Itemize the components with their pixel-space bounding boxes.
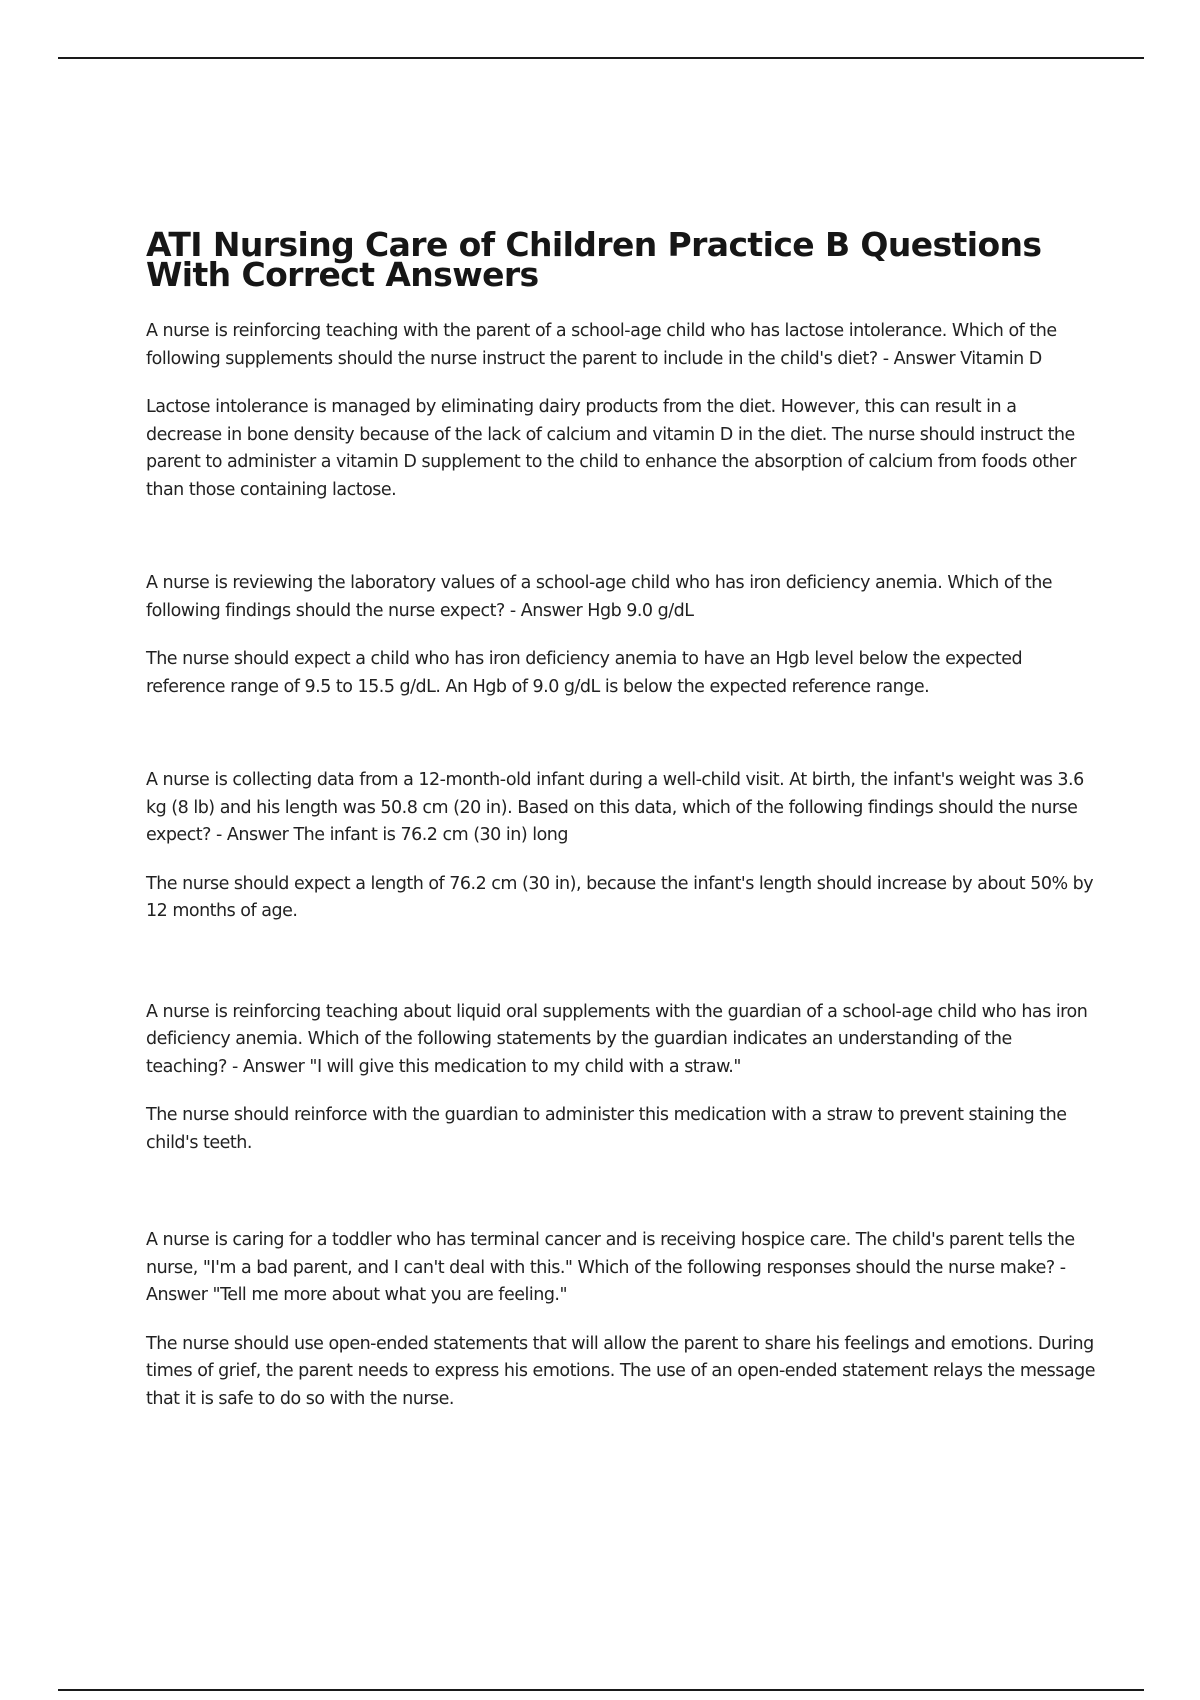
explanation-text: The nurse should expect a child who has iron deficiency anemia to have an Hgb level below the expected reference range of 9.5 to 15.5 g/dL. An Hgb of 9.0 g/dL is below the expected reference range. [146,649,1023,697]
answer-text: Vitamin D [960,348,1042,369]
qa-item [146,999,1096,1158]
answer-separator: - [877,348,894,369]
answer-separator: - [1054,1257,1066,1278]
answer-separator: - [210,825,227,845]
question-text: A nurse is reviewing the laboratory values of a school-age child who has iron deficiency anemia. Which of the following findings should the nurse expect? [146,573,1053,621]
document-title: ATI Nursing Care of Children Practice B Questions With Correct Answers [146,225,1042,294]
question-text: A nurse is reinforcing teaching about liquid oral supplements with the guardian of a school-age child who has iron deficiency anemia. Which of the following statements by the guardian indicates an understanding of the teaching? [146,1001,1088,1077]
answer-prefix: Answer [893,348,961,369]
header-rule [58,57,1144,59]
answer-prefix: Answer [146,1285,213,1305]
explanation-text: The nurse should use open-ended statements that will allow the parent to share his feelings and emotions. During times of grief, the parent needs to express his emotions. The use of an open-ended statement relays the message that it is safe to do so with the nurse. [146,1333,1095,1409]
answer-text: The infant is 76.2 cm (30 in) long [293,825,568,845]
answer-prefix: Answer [226,825,294,845]
question-paragraph [146,767,1096,850]
qa-item [146,767,1096,926]
footer-rule [58,1689,1144,1691]
question-paragraph [146,570,1096,625]
answer-text: Hgb 9.0 g/dL [587,600,694,621]
answer-text: "I will give this medication to my child with a straw." [309,1056,741,1077]
qa-item [146,318,1096,504]
question-paragraph [146,1227,1096,1310]
answer-prefix: Answer [520,600,588,621]
answer-separator: - [226,1056,243,1077]
question-text: A nurse is collecting data from a 12-month-old infant during a well-child visit. At birth, the infant's weight was 3.6 kg (8 lb) and his length was 50.8 cm (20 in). Based on this data, which of the following findings should the nurse expect? [146,770,1084,845]
answer-prefix: Answer [242,1056,310,1077]
explanation-text: The nurse should reinforce with the guardian to administer this medication with a straw to prevent staining the child's teeth. [146,1105,1067,1153]
explanation-text: Lactose intolerance is managed by eliminating dairy products from the diet. However, this can result in a decrease in bone density because of the lack of calcium and vitamin D in the diet. The nurse should instruct the parent to administer a vitamin D supplement to the child to enhance the absorption of calcium from foods other than those containing lactose. [146,397,1077,500]
qa-item [146,1227,1096,1413]
question-text: A nurse is reinforcing teaching with the parent of a school-age child who has lactose intolerance. Which of the following supplements should the nurse instruct the parent to include in the child's diet? [146,321,1057,369]
question-paragraph [146,318,1096,373]
question-text: A nurse is caring for a toddler who has terminal cancer and is receiving hospice care. The child's parent tells the nurse, "I'm a bad parent, and I can't deal with this." Which of the following responses should the nurse make? [146,1230,1075,1278]
answer-text: "Tell me more about what you are feeling." [212,1285,568,1305]
answer-separator: - [504,600,521,621]
qa-item [146,570,1096,701]
explanation-text: The nurse should expect a length of 76.2 cm (30 in), because the infant's length should increase by about 50% by 12 months of age. [146,873,1094,921]
document-body [146,225,1096,1413]
question-paragraph [146,999,1096,1082]
